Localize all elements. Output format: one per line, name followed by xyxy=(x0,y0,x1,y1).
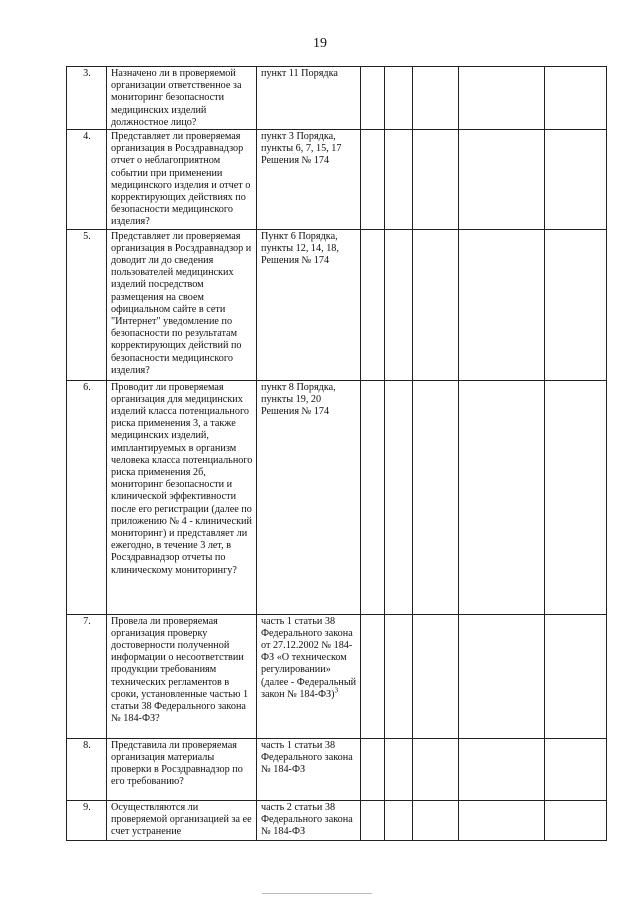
table-row xyxy=(67,738,607,800)
requirement-question: Осуществляются ли проверяемой организацией за ее счет устранение xyxy=(107,800,257,840)
answer-cell-yes[interactable] xyxy=(361,738,385,800)
row-number: 4. xyxy=(67,130,107,230)
answer-cell-no[interactable] xyxy=(385,800,413,840)
answer-cell-no[interactable] xyxy=(385,614,413,738)
row-number: 7. xyxy=(67,614,107,738)
requirement-question: Проводит ли проверяемая организация для медицинских изделий класса потенциального риска применения 3, а также медицинских изделий, имплантируемых в организм человека класса потенциального риска применения 2б, мониторинг безопасности и клинической эффективности после его регистрации (далее по приложению № 4 - клинический мониторинг) и представляет ли ежегодно, в течение 3 лет, в Росздравнадзор отчеты по клиническому мониторингу? xyxy=(107,380,257,614)
legal-reference xyxy=(257,67,361,130)
page-number: 19 xyxy=(313,36,327,51)
answer-cell-na[interactable] xyxy=(413,229,459,380)
row-number: 6. xyxy=(67,380,107,614)
legal-reference xyxy=(257,130,361,230)
answer-cell-yes[interactable] xyxy=(361,130,385,230)
answer-cell-na[interactable] xyxy=(413,614,459,738)
requirement-question: Назначено ли в проверяемой организации ответственное за мониторинг безопасности медицинских изделий должностное лицо? xyxy=(107,67,257,130)
legal-reference xyxy=(257,229,361,380)
checklist-table xyxy=(66,66,607,841)
answer-cell-comment[interactable] xyxy=(459,130,545,230)
table-row xyxy=(67,229,607,380)
reference-text: часть 2 статьи 38 Федерального закона № 184-ФЗ xyxy=(261,801,353,838)
answer-cell-note[interactable] xyxy=(545,380,607,614)
answer-cell-no[interactable] xyxy=(385,229,413,380)
requirement-question: Провела ли проверяемая организация проверку достоверности полученной информации о несоответствии продукции требованиям технических регламентов в сроки, установленные частью 1 статьи 38 Федерального закона № 184-ФЗ? xyxy=(107,614,257,738)
row-number: 5. xyxy=(67,229,107,380)
answer-cell-na[interactable] xyxy=(413,800,459,840)
answer-cell-comment[interactable] xyxy=(459,614,545,738)
answer-cell-na[interactable] xyxy=(413,738,459,800)
table-row xyxy=(67,130,607,230)
answer-cell-comment[interactable] xyxy=(459,229,545,380)
answer-cell-yes[interactable] xyxy=(361,229,385,380)
answer-cell-note[interactable] xyxy=(545,229,607,380)
reference-text: Пункт 6 Порядка, пункты 12, 14, 18, Решения № 174 xyxy=(261,230,339,267)
legal-reference xyxy=(257,380,361,614)
requirement-question: Представляет ли проверяемая организация в Росздравнадзор отчет о неблагоприятном событии при применении медицинского изделия и отчет о корректирующих действиях по безопасности медицинского изделия? xyxy=(107,130,257,230)
requirement-question: Представляет ли проверяемая организация в Росздравнадзор и доводит ли до сведения пользователей медицинских изделий посредством размещения на своем официальном сайте в сети "Интернет" уведомление по безопасности по результатам корректирующих действий по безопасности медицинского изделия? xyxy=(107,229,257,380)
answer-cell-no[interactable] xyxy=(385,67,413,130)
legal-reference xyxy=(257,738,361,800)
row-number: 3. xyxy=(67,67,107,130)
answer-cell-note[interactable] xyxy=(545,130,607,230)
table-row xyxy=(67,614,607,738)
requirement-question: Представила ли проверяемая организация материалы проверки в Росздравнадзор по его требованию? xyxy=(107,738,257,800)
answer-cell-no[interactable] xyxy=(385,738,413,800)
answer-cell-note[interactable] xyxy=(545,614,607,738)
table-row xyxy=(67,380,607,614)
answer-cell-comment[interactable] xyxy=(459,738,545,800)
answer-cell-na[interactable] xyxy=(413,130,459,230)
answer-cell-no[interactable] xyxy=(385,380,413,614)
answer-cell-na[interactable] xyxy=(413,67,459,130)
answer-cell-note[interactable] xyxy=(545,800,607,840)
answer-cell-comment[interactable] xyxy=(459,800,545,840)
reference-text: пункт 8 Порядка, пункты 19, 20 Решения № 174 xyxy=(261,381,336,418)
answer-cell-na[interactable] xyxy=(413,380,459,614)
table-row xyxy=(67,67,607,130)
answer-cell-no[interactable] xyxy=(385,130,413,230)
table-row xyxy=(67,800,607,840)
reference-text: часть 1 статьи 38 Федерального закона № 184-ФЗ xyxy=(261,739,353,776)
answer-cell-yes[interactable] xyxy=(361,67,385,130)
answer-cell-note[interactable] xyxy=(545,738,607,800)
reference-text: часть 1 статьи 38 Федерального закона от 27.12.2002 № 184-ФЗ «О техническом регулировании» (далее - Федеральный закон № 184-ФЗ) xyxy=(261,615,357,700)
footnote-mark: 3 xyxy=(334,686,339,695)
answer-cell-comment[interactable] xyxy=(459,67,545,130)
answer-cell-yes[interactable] xyxy=(361,614,385,738)
row-number: 9. xyxy=(67,800,107,840)
legal-reference xyxy=(257,800,361,840)
answer-cell-comment[interactable] xyxy=(459,380,545,614)
answer-cell-yes[interactable] xyxy=(361,800,385,840)
reference-text: пункт 11 Порядка xyxy=(261,68,338,79)
reference-text: пункт 3 Порядка, пункты 6, 7, 15, 17 Решения № 174 xyxy=(261,131,342,167)
answer-cell-note[interactable] xyxy=(545,67,607,130)
row-number: 8. xyxy=(67,738,107,800)
scan-artifact-line xyxy=(262,893,372,894)
answer-cell-yes[interactable] xyxy=(361,380,385,614)
legal-reference xyxy=(257,614,361,738)
